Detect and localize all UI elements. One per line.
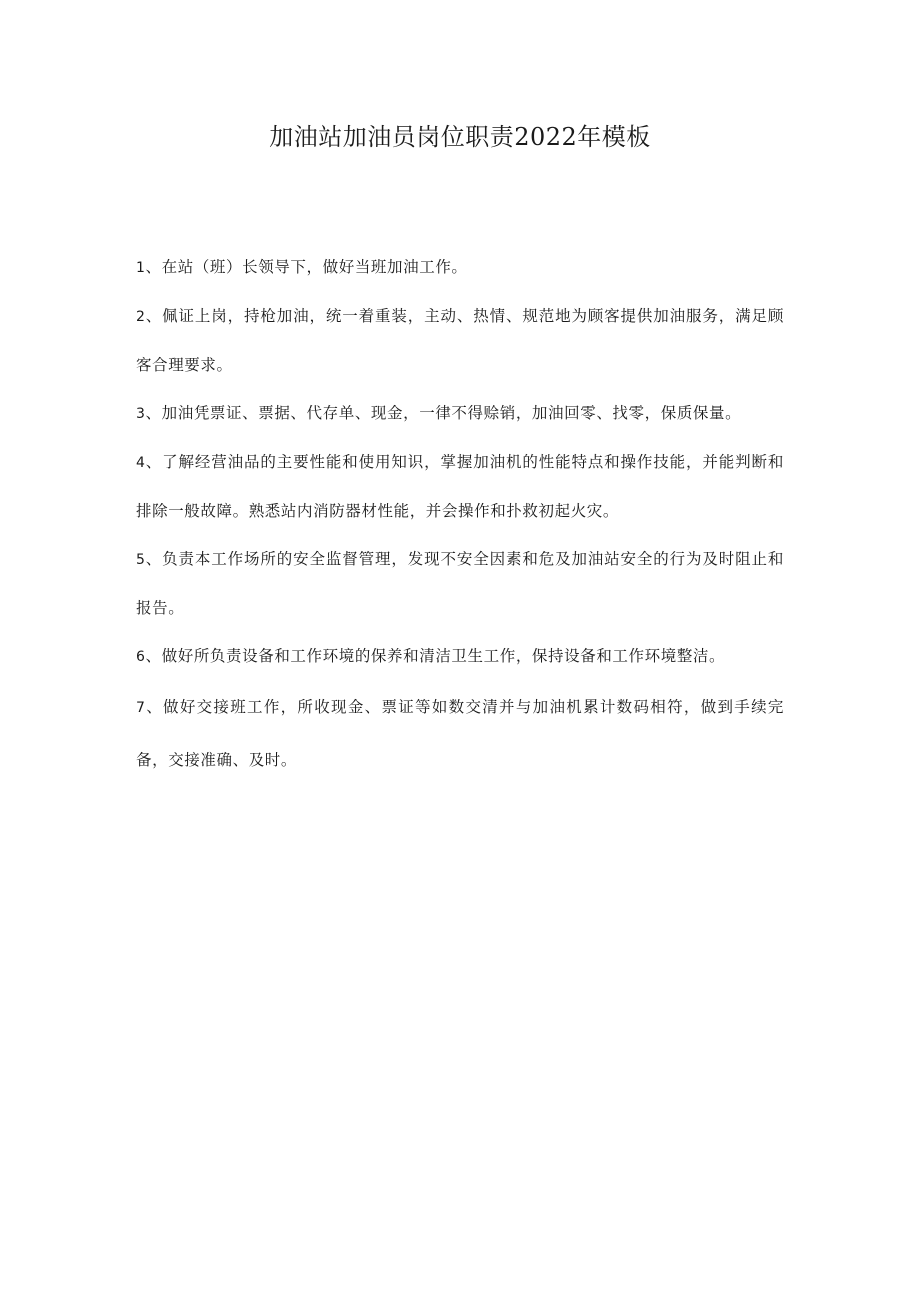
duty-item-1 [136,243,784,292]
duty-text: 、做好所负责设备和工作环境的保养和清洁卫生工作，保持设备和工作环境整洁。 [145,647,726,665]
duty-number: 4 [136,455,146,471]
duty-item-6 [136,632,784,681]
duty-text: 、加油凭票证、票据、代存单、现金，一律不得赊销，加油回零、找零，保质保量。 [145,404,742,422]
duty-number: 5 [136,552,146,568]
duty-number: 3 [136,406,146,422]
duty-number: 1 [136,260,146,276]
duty-text: 、在站（班）长领导下，做好当班加油工作。 [145,258,468,276]
duty-text: 、佩证上岗，持枪加油，统一着重装，主动、热情、规范地为顾客提供加油服务，满足顾客合理要求。 [136,307,784,374]
duty-item-2 [136,292,784,389]
duty-number: 7 [136,700,146,716]
duty-number: 2 [136,309,146,325]
duty-list [136,243,784,786]
duty-item-5 [136,535,784,632]
duty-item-3 [136,389,784,438]
duty-number: 6 [136,649,146,665]
duty-text: 、负责本工作场所的安全监督管理，发现不安全因素和危及加油站安全的行为及时阻止和报告。 [136,550,784,617]
document-title: 加油站加油员岗位职责2022年模板 [269,123,651,151]
duty-item-4 [136,438,784,535]
duty-item-7 [136,681,784,786]
duty-text: 、了解经营油品的主要性能和使用知识，掌握加油机的性能特点和操作技能，并能判断和排除一般故障。熟悉站内消防器材性能，并会操作和扑救初起火灾。 [136,453,784,520]
duty-text: 、做好交接班工作，所收现金、票证等如数交清并与加油机累计数码相符，做到手续完备，交接准确、及时。 [136,698,784,769]
